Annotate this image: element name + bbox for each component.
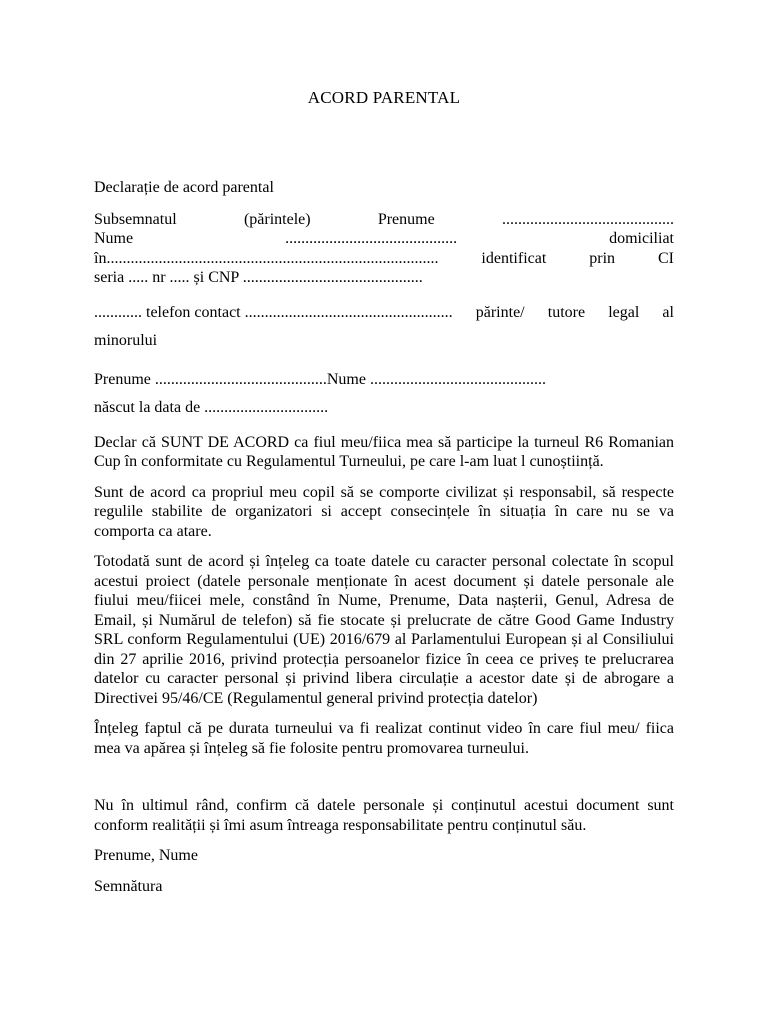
paragraph-behavior: Sunt de acord ca propriul meu copil să se comporte civilizat și responsabil, să respecte regulile stabilite de organizatori si accept consecințele în situația în care nu se va comporta ca atare.: [94, 483, 674, 540]
declaration-heading: Declarație de acord parental: [94, 179, 274, 196]
paragraph-video: Înțeleg faptul că pe durata turneului va fi realizat continut video în care fiul meu/ fiica mea va apărea și înțeleg să fie folosite pentru promovarea turneului.: [94, 720, 674, 757]
guardian-contact-form: [94, 299, 674, 355]
signature-name-label: Prenume, Nume: [94, 847, 198, 864]
form-row-minor-birthdate: născut la data de ...............................: [94, 398, 329, 416]
form-row-parent-lastname: Nume ........................................... domiciliat: [94, 230, 674, 247]
form-row-address: în................................................................................... identificat prin CI: [94, 249, 674, 267]
parent-lastname-field: ...........................................: [285, 230, 458, 247]
minor-identity-form: [94, 366, 674, 422]
paragraph-consent: Declar că SUNT DE ACORD ca fiul meu/fiica mea să participe la turneul R6 Romanian Cup în conformitate cu Regulamentul Turneului, pe care l-am luat l cunoștiință.: [94, 433, 674, 470]
parent-firstname-field: ...........................................: [501, 210, 674, 228]
paragraph-data-protection: Totodată sunt de acord și înțeleg ca toate datele cu caracter personal colectate în scopul acestui proiect (datele personale menționate în acest document și datele personale ale fiului meu/fiicei mele, constând în Nume, Prenume, Data nașterii, Genul, Adresa de Email, și Numărul de telefon) să fie stocate și prelucrate de către Good Game Industry SRL conform Regulamentului (UE) 2016/679 al Parlamentului European și al Consiliului din 27 aprilie 2016, privind protecția persoanelor fizice în ceea ce priveș te prelucrarea datelor cu caracter personal și privind libera circulație a acestor date și de abrogare a Directivei 95/46/CE (Regulamentul general privind protecția datelor): [94, 553, 674, 707]
form-row-parent-firstname: Subsemnatul (părintele) Prenume ...........................................: [94, 210, 674, 228]
phone-field: ............ telefon contact ....................................................: [94, 303, 453, 321]
form-row-minor-name: Prenume ...........................................Nume ............................................: [94, 370, 546, 388]
parent-identity-form: [94, 210, 674, 288]
form-row-phone: ............ telefon contact .................................................... părinte/ tutore legal al: [94, 299, 674, 327]
document-title: ACORD PARENTAL: [307, 88, 461, 107]
paragraph-confirmation: Nu în ultimul rând, confirm că datele personale și conținutul acestui document sunt conform realității și îmi asum întreaga responsabilitate pentru conținutul său.: [94, 797, 674, 834]
address-field: în...................................................................................: [94, 249, 439, 267]
form-row-minor-label: minorului: [94, 331, 158, 349]
form-row-id-card: seria ..... nr ..... și CNP .............................................: [94, 269, 423, 286]
signature-label: Semnătura: [94, 877, 163, 895]
document-body: [94, 178, 674, 896]
